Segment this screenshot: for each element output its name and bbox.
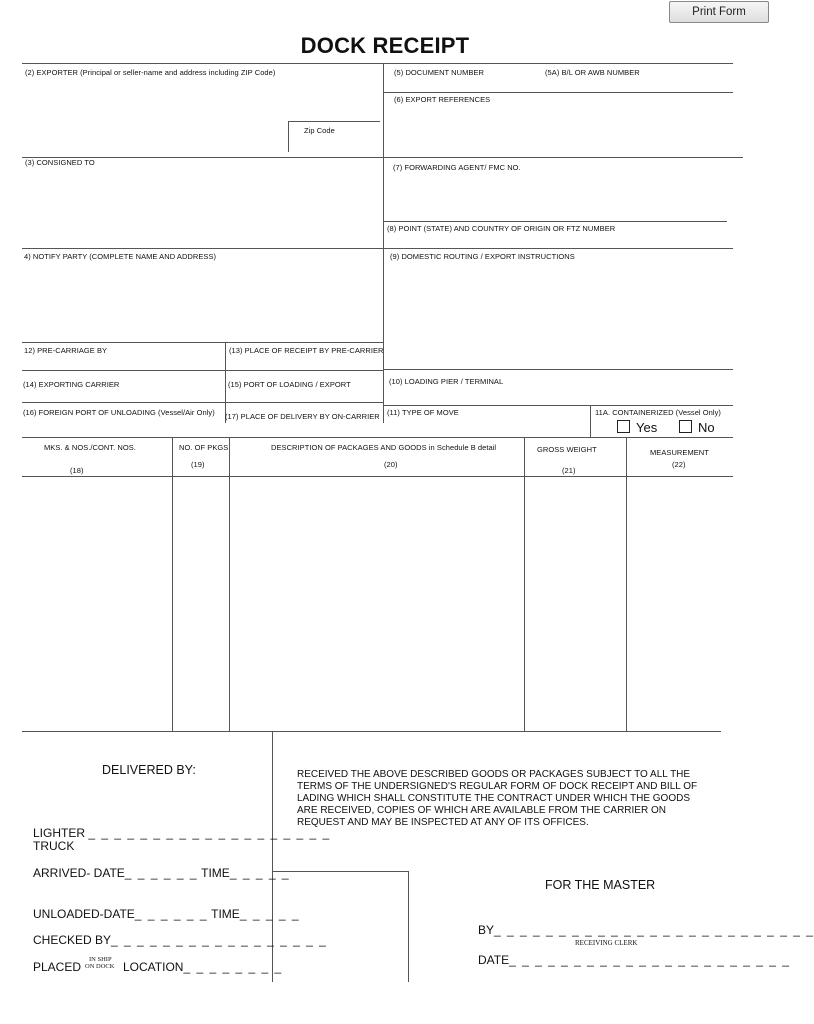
forwarding-agent-label: (7) FORWARDING AGENT/ FMC NO. (393, 163, 521, 172)
divider (288, 121, 289, 152)
col-header-measurement: MEASUREMENT (650, 448, 709, 457)
port-loading-label: (15) PORT OF LOADING / EXPORT (228, 380, 351, 389)
pre-carriage-label: 12) PRE-CARRIAGE BY (24, 346, 108, 355)
divider (626, 438, 627, 732)
location-row: LOCATION_ _ _ _ _ _ _ _ (123, 960, 283, 974)
divider (225, 342, 226, 423)
divider (172, 438, 173, 732)
containerized-label: 11A. CONTAINERIZED (Vessel Only) (595, 408, 721, 417)
placed-label: PLACED (33, 960, 82, 974)
page-title: DOCK RECEIPT (300, 33, 470, 58)
truck-label: TRUCK (33, 839, 75, 853)
divider (22, 248, 733, 249)
divider (22, 731, 721, 732)
notify-party-label: 4) NOTIFY PARTY (COMPLETE NAME AND ADDRESS) (24, 252, 217, 261)
checked-by-row: CHECKED BY_ _ _ _ _ _ _ _ _ _ _ _ _ _ _ _ _ (33, 933, 328, 947)
col-num-marks: (18) (70, 466, 84, 475)
export-references-label: (6) EXPORT REFERENCES (394, 95, 491, 104)
col-num-gross-weight: (21) (562, 466, 576, 475)
divider (22, 476, 733, 477)
for-the-master-label: FOR THE MASTER (545, 878, 656, 892)
col-num-measurement: (22) (672, 460, 686, 469)
lighter-label: LIGHTER _ _ _ _ _ _ _ _ _ _ _ _ _ _ _ _ _ _ _ (33, 826, 331, 840)
col-num-pkgs: (19) (191, 460, 205, 469)
col-header-description: DESCRIPTION OF PACKAGES AND GOODS in Schedule B detail (271, 443, 497, 452)
no-label: No (698, 420, 715, 435)
divider (22, 342, 383, 343)
place-delivery-label: (17) PLACE OF DELIVERY BY ON-CARRIER (225, 412, 380, 421)
col-num-description: (20) (384, 460, 398, 469)
bl-awb-number-label: (5A) B/L OR AWB NUMBER (545, 68, 640, 77)
in-ship-option: IN SHIP ON DOCK (85, 956, 115, 970)
by-row: BY_ _ _ _ _ _ _ _ _ _ _ _ _ _ _ _ _ _ _ _ _ _ _ _ _ (478, 923, 814, 937)
divider (384, 221, 727, 222)
yes-label: Yes (636, 420, 658, 435)
divider (408, 871, 409, 982)
no-checkbox[interactable] (679, 420, 692, 433)
domestic-routing-label: (9) DOMESTIC ROUTING / EXPORT INSTRUCTIONS (390, 252, 575, 261)
type-move-label: (11) TYPE OF MOVE (387, 408, 459, 417)
divider (22, 402, 383, 403)
loading-pier-label: (10) LOADING PIER / TERMINAL (389, 377, 504, 386)
exporter-label: (2) EXPORTER (Principal or seller-name and address including ZIP Code) (25, 68, 276, 77)
place-receipt-label: (13) PLACE OF RECEIPT BY PRE-CARRIER (229, 346, 384, 355)
divider (383, 157, 384, 423)
col-header-marks: MKS. & NOS./CONT. NOS. (44, 443, 136, 452)
divider (384, 369, 733, 370)
print-form-button[interactable]: Print Form (669, 1, 769, 23)
point-origin-label: (8) POINT (STATE) AND COUNTRY OF ORIGIN OR FTZ NUMBER (387, 224, 616, 233)
receipt-terms: RECEIVED THE ABOVE DESCRIBED GOODS OR PACKAGES SUBJECT TO ALL THE TERMS OF THE UNDERSIGNED'S REGULAR FORM OF DOCK RECEIPT AND BILL OF LADING WHICH SHALL CONSTITUTE THE CONTRACT UNDER WHICH THE GOODS ARE RECEIVED, COPIES OF WHICH ARE AVAILABLE FROM THE CARRIER ON REQUEST AND MAY BE INSPECTED AT ANY OF ITS OFFICES. (297, 769, 698, 828)
divider (383, 63, 384, 159)
zip-code-label: Zip Code (304, 126, 335, 135)
date-row: DATE_ _ _ _ _ _ _ _ _ _ _ _ _ _ _ _ _ _ _ _ _ _ (478, 953, 791, 967)
col-header-pkgs: NO. OF PKGS (179, 443, 229, 452)
divider (289, 121, 380, 122)
col-header-gross-weight: GROSS WEIGHT (537, 445, 597, 454)
foreign-port-label: (16) FOREIGN PORT OF UNLOADING (Vessel/Air Only) (23, 408, 215, 417)
yes-checkbox[interactable] (617, 420, 630, 433)
exporting-carrier-label: (14) EXPORTING CARRIER (23, 380, 120, 389)
divider (22, 63, 733, 64)
arrived-row: ARRIVED- DATE_ _ _ _ _ _ TIME_ _ _ _ _ (33, 866, 291, 880)
delivered-by-label: DELIVERED BY: (102, 763, 196, 777)
document-number-label: (5) DOCUMENT NUMBER (394, 68, 484, 77)
unloaded-row: UNLOADED-DATE_ _ _ _ _ _ TIME_ _ _ _ _ (33, 907, 301, 921)
divider (590, 405, 591, 437)
consigned-to-label: (3) CONSIGNED TO (25, 158, 95, 167)
divider (22, 370, 383, 371)
divider (384, 405, 733, 406)
divider (384, 92, 733, 93)
divider (229, 438, 230, 732)
divider (524, 438, 525, 732)
receiving-clerk-label: RECEIVING CLERK (575, 939, 638, 947)
divider (272, 871, 408, 872)
